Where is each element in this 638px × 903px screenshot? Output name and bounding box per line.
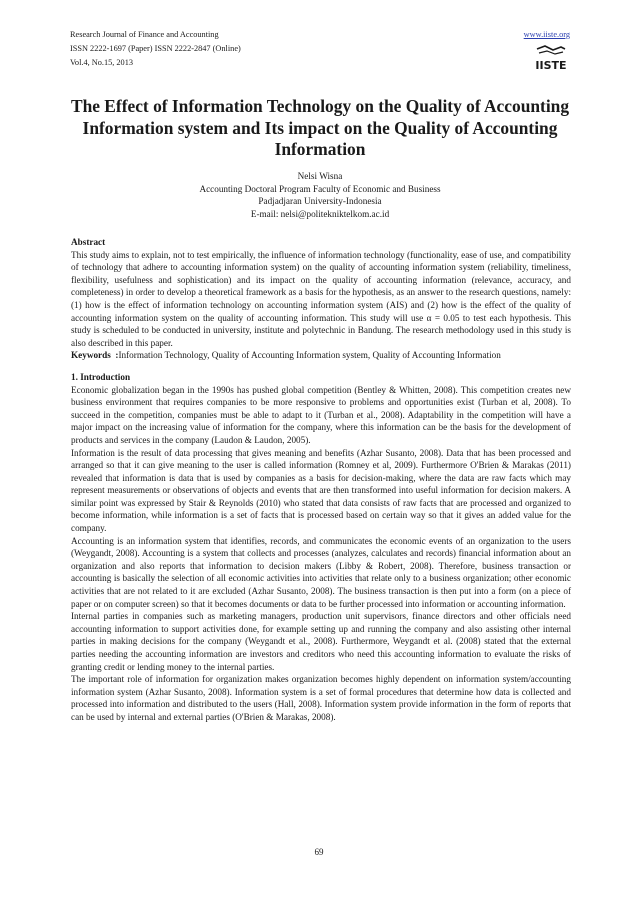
logo-text: IISTE bbox=[535, 59, 567, 72]
author-program: Accounting Doctoral Program Faculty of Economic and Business bbox=[199, 183, 441, 194]
abstract-heading: Abstract bbox=[71, 237, 106, 247]
journal-url-link[interactable]: www.iiste.org bbox=[523, 30, 570, 39]
paper-body bbox=[71, 236, 571, 724]
keywords bbox=[71, 349, 571, 362]
intro-paragraph-1: Economic globalization began in the 1990s has pushed global competition (Bentley & Whitten, 2008). This competition creates new business environment that requires companies to be more responsive to problems and opportunities exist (Turban et al, 2008). To succeed in the competition, companies must be able to adapt to it (Turban et al., 2008). Adaptability in the competition will have a major impact on the increasing value of information for the company, where this information can be the basis for the development of products and services in the company (Laudon & Laudon, 2005). bbox=[71, 384, 571, 445]
paper-title: The Effect of Information Technology on the Quality of Accounting Information system and Its impact on the Quality of Accounting Information bbox=[70, 96, 570, 159]
intro-paragraph-3: Accounting is an information system that identifies, records, and communicates the economic events of an organization to the users (Weygandt, 2008). Accounting is a system that collects and processes (analyzes, calculates and records) financial information about an organization and also reports that information to decision makers (Libby & Robert, 2008). Therefore, business transaction or accounting is basically the selection of all economic activities into activities that relate only to a business organization; other economic activities that are not related to it are excluded (Azhar Susanto, 2008). The business transaction is then put into a form (on a piece of paper or on computer screen) so that it becomes documents or data to be further processed into information or accounting information. bbox=[71, 535, 571, 609]
intro-paragraph-5: The important role of information for organization makes organization becomes highly dependent on information system/accounting information system (Azhar Susanto, 2008). Information system is a set of formal procedures that determine how data is collected and processed into information and distributed to the users (Hall, 2008). Information system provide information in the form of reports that can be used by internal and external parties (O'Brien & Marakas, 2008). bbox=[71, 674, 571, 722]
intro-paragraph-4: Internal parties in companies such as marketing managers, production unit supervisors, finance directors and other officials need accounting information to support activities done, for example setting up and running the company and also assisting other internal parties in making decisions for the company (Weygandt et al., 2008). Furthermore, Weygandt et al. (2008) stated that the external parties needing the accounting information are investors and creditors who need this accounting information to evaluate the risks of granting credit or lending money to the internal parties. bbox=[71, 611, 571, 672]
keywords-text: Information Technology, Quality of Accounting Information system, Quality of Accounting Information bbox=[118, 350, 501, 361]
journal-header bbox=[70, 28, 570, 70]
keywords-label: Keywords : bbox=[71, 350, 119, 361]
author-email: E-mail: nelsi@politekniktelkom.ac.id bbox=[250, 208, 390, 219]
author-block bbox=[70, 170, 570, 220]
abstract-text: This study aims to explain, not to test empirically, the influence of information technology (functionality, ease of use, and compatibility of technology that adhere to accounting information system) on the quality of accounting information system (reliability, timeliness, flexibility, usefulness and sophistication) and its impact on the quality of accounting information (relevance, accuracy, and completeness) in order to develop a theoretical framework as a basis for the hypothesis, as an answer to the research questions, namely: (1) how is the effect of information technology on accounting information system (AIS) and (2) how is the effect of the quality of accounting information system on the quality of accounting information. This study will use α = 0.05 to test each hypothesis. This study is scheduled to be conducted in university, institute and polytechnic in Bandung. The research methodology used in this study is also described in this paper. bbox=[71, 249, 571, 348]
iiste-logo-icon bbox=[534, 44, 568, 72]
page-number: 69 bbox=[314, 847, 324, 857]
journal-name: Research Journal of Finance and Accounting bbox=[70, 30, 219, 39]
intro-paragraph-2: Information is the result of data processing that gives meaning and benefits (Azhar Susanto, 2008). Data that has been processed and arranged so that it can give meaning to the user is called information (Romney et al, 2009). Furthermore O'Brien & Marakas (2011) revealed that information is data that is used by companies as a basis for decision-making, where the data are raw facts which may represent measurements or observations of objects and events that are then transformed into useful information for decision makers. A similar point was expressed by Stair & Reynolds (2010) who stated that data consists of raw facts that are processed and organized to become information, while information is a set of facts that is processed based on certain way so that it gives an added value for the company. bbox=[71, 447, 571, 534]
introduction-heading: 1. Introduction bbox=[71, 371, 131, 382]
journal-volume: Vol.4, No.15, 2013 bbox=[70, 58, 133, 67]
author-name: Nelsi Wisna bbox=[297, 171, 343, 181]
author-university: Padjadjaran University-Indonesia bbox=[258, 196, 382, 207]
journal-issn: ISSN 2222-1697 (Paper) ISSN 2222-2847 (Online) bbox=[70, 44, 241, 53]
